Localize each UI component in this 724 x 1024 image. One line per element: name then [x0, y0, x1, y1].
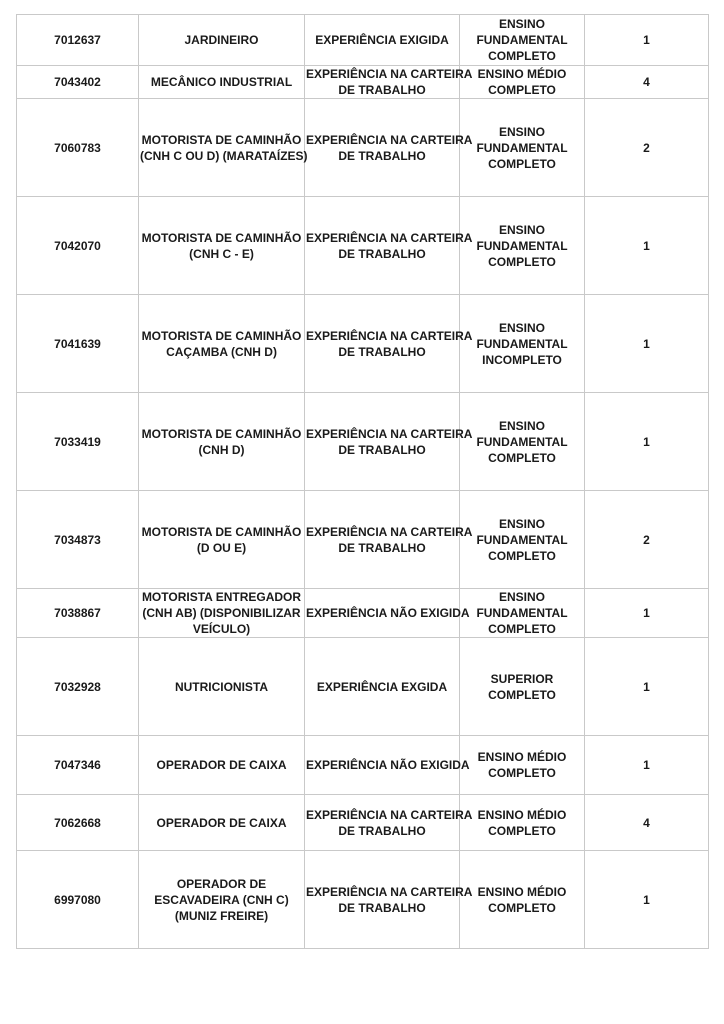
- vacancies-cell: [585, 491, 709, 589]
- vacancies-cell: [585, 736, 709, 795]
- education-cell-line: ENSINO: [498, 320, 545, 335]
- education-cell-line: COMPLETO: [488, 450, 556, 465]
- experience-cell: [305, 99, 473, 197]
- experience-cell: [305, 736, 470, 795]
- table-row: [17, 795, 709, 851]
- experience-cell-line: DE TRABALHO: [338, 246, 426, 261]
- experience-cell-line: EXPERIÊNCIA NA CARTEIRA: [306, 524, 473, 539]
- vacancies-cell-text: 1: [643, 606, 650, 620]
- vacancies-cell: [585, 795, 709, 851]
- education-cell-line: COMPLETO: [488, 83, 556, 97]
- table-row: [17, 851, 709, 949]
- job-code-cell-text: 7034873: [54, 532, 101, 547]
- education-cell-line: SUPERIOR: [490, 671, 554, 686]
- experience-cell-line: EXPERIÊNCIA NA CARTEIRA: [306, 328, 473, 343]
- job-title-cell-text: JARDINEIRO: [184, 33, 259, 47]
- education-cell-line: INCOMPLETO: [482, 352, 562, 367]
- vacancies-cell-text: 1: [643, 679, 650, 694]
- job-title-cell-line: (MUNIZ FREIRE): [174, 908, 269, 923]
- job-title-cell-text: OPERADOR DE CAIXA: [156, 758, 287, 772]
- job-title-cell-line: (CNH AB) (DISPONIBILIZAR: [142, 606, 301, 620]
- experience-cell: [305, 795, 473, 851]
- experience-cell-line: DE TRABALHO: [338, 823, 426, 838]
- education-cell: [460, 66, 585, 99]
- experience-cell-line: EXPERIÊNCIA NA CARTEIRA: [306, 132, 473, 147]
- job-title-cell: [139, 66, 305, 99]
- experience-cell-line: DE TRABALHO: [338, 344, 426, 359]
- vacancies-cell-text: 1: [643, 33, 650, 47]
- table-row: [17, 589, 709, 638]
- education-cell-line: COMPLETO: [488, 254, 556, 269]
- job-code-cell: [17, 736, 139, 795]
- job-title-cell: [139, 197, 305, 295]
- job-title-cell-line: (CNH C OU D) (MARATAÍZES): [140, 148, 308, 163]
- job-title-cell: [139, 736, 305, 795]
- experience-cell-line: DE TRABALHO: [338, 900, 426, 915]
- job-code-cell-text: 7038867: [54, 606, 101, 620]
- table-row: [17, 66, 709, 99]
- experience-cell-line: DE TRABALHO: [338, 442, 426, 457]
- education-cell-line: FUNDAMENTAL: [476, 434, 568, 449]
- job-title-cell-line: CAÇAMBA (CNH D): [166, 344, 277, 359]
- job-title-cell-line: VEÍCULO): [192, 622, 251, 636]
- job-title-cell: [139, 393, 305, 491]
- education-cell-line: FUNDAMENTAL: [476, 33, 568, 47]
- experience-cell-line: EXPERIÊNCIA NA CARTEIRA: [306, 67, 473, 81]
- vacancies-cell: [585, 99, 709, 197]
- job-code-cell: [17, 393, 139, 491]
- education-cell-line: COMPLETO: [488, 766, 556, 780]
- job-title-cell: [139, 491, 305, 589]
- education-cell-line: FUNDAMENTAL: [476, 606, 568, 620]
- job-title-cell: [139, 851, 305, 949]
- education-cell: [460, 15, 585, 66]
- education-cell-line: ENSINO MÉDIO: [477, 67, 567, 81]
- job-title-cell: [139, 638, 305, 736]
- education-cell-line: ENSINO: [498, 516, 545, 531]
- table-row: [17, 15, 709, 66]
- job-code-cell: [17, 491, 139, 589]
- job-vacancies-table: [16, 14, 709, 949]
- job-code-cell-text: 7032928: [54, 679, 101, 694]
- table-row: [17, 295, 709, 393]
- experience-cell-text: EXPERIÊNCIA EXIGIDA: [315, 33, 449, 47]
- experience-cell-text: EXPERIÊNCIA NÃO EXIGIDA: [306, 606, 470, 620]
- experience-cell-line: DE TRABALHO: [338, 83, 426, 97]
- job-title-cell: [139, 589, 305, 638]
- education-cell-line: FUNDAMENTAL: [476, 532, 568, 547]
- vacancies-cell: [585, 66, 709, 99]
- job-code-cell: [17, 15, 139, 66]
- experience-cell: [305, 295, 473, 393]
- vacancies-cell-text: 4: [643, 815, 650, 830]
- table-body: [17, 15, 709, 949]
- table-row: [17, 491, 709, 589]
- experience-cell-line: EXPERIÊNCIA NA CARTEIRA: [306, 884, 473, 899]
- table-row: [17, 393, 709, 491]
- job-code-cell: [17, 795, 139, 851]
- job-code-cell: [17, 66, 139, 99]
- education-cell-line: ENSINO: [498, 17, 545, 31]
- education-cell-line: COMPLETO: [488, 548, 556, 563]
- table-row: [17, 638, 709, 736]
- job-code-cell-text: 7033419: [54, 434, 101, 449]
- job-code-cell: [17, 295, 139, 393]
- job-title-cell-line: MOTORISTA DE CAMINHÃO: [141, 132, 302, 147]
- education-cell-line: ENSINO MÉDIO: [477, 807, 567, 822]
- experience-cell: [305, 15, 460, 66]
- job-title-cell-line: (D OU E): [196, 540, 247, 555]
- job-title-cell: [139, 795, 305, 851]
- job-title-cell: [139, 99, 308, 197]
- table-row: [17, 197, 709, 295]
- job-title-cell-line: (CNH C - E): [189, 246, 254, 261]
- experience-cell-line: EXPERIÊNCIA NA CARTEIRA: [306, 230, 473, 245]
- vacancies-cell-text: 1: [643, 434, 650, 449]
- job-code-cell-text: 7043402: [54, 75, 101, 89]
- experience-cell: [305, 393, 473, 491]
- job-code-cell: [17, 197, 139, 295]
- education-cell-line: COMPLETO: [488, 900, 556, 915]
- education-cell-line: COMPLETO: [488, 156, 556, 171]
- job-code-cell-text: 6997080: [54, 892, 101, 907]
- education-cell-line: FUNDAMENTAL: [476, 140, 568, 155]
- experience-cell: [305, 66, 473, 99]
- job-code-cell-text: 7062668: [54, 815, 101, 830]
- education-cell: [460, 795, 585, 851]
- experience-cell: [305, 851, 473, 949]
- vacancies-cell: [585, 393, 709, 491]
- education-cell: [460, 295, 585, 393]
- job-title-cell: [139, 295, 305, 393]
- experience-cell: [305, 197, 473, 295]
- education-cell: [460, 851, 585, 949]
- job-title-cell-line: (CNH D): [198, 442, 245, 457]
- experience-cell-line: EXPERIÊNCIA NA CARTEIRA: [306, 426, 473, 441]
- job-title-cell-line: MOTORISTA DE CAMINHÃO: [141, 524, 302, 539]
- experience-cell: [305, 589, 470, 638]
- vacancies-cell: [585, 295, 709, 393]
- education-cell-line: ENSINO MÉDIO: [477, 750, 567, 764]
- education-cell: [460, 393, 585, 491]
- education-cell-line: ENSINO: [498, 124, 545, 139]
- job-title-cell-line: MOTORISTA DE CAMINHÃO: [141, 426, 302, 441]
- vacancies-cell: [585, 851, 709, 949]
- education-cell: [460, 99, 585, 197]
- education-cell-line: FUNDAMENTAL: [476, 336, 568, 351]
- job-code-cell-text: 7041639: [54, 336, 101, 351]
- job-title-cell-line: OPERADOR DE: [176, 876, 267, 891]
- education-cell-line: COMPLETO: [488, 687, 556, 702]
- experience-cell-line: DE TRABALHO: [338, 540, 426, 555]
- education-cell: [460, 736, 585, 795]
- vacancies-cell-text: 1: [643, 892, 650, 907]
- vacancies-cell: [585, 589, 709, 638]
- job-title-cell-text: NUTRICIONISTA: [174, 679, 269, 694]
- job-title-cell-text: MECÂNICO INDUSTRIAL: [150, 75, 293, 89]
- vacancies-cell-text: 2: [643, 532, 650, 547]
- experience-cell: [305, 491, 473, 589]
- education-cell-line: ENSINO: [498, 222, 545, 237]
- education-cell: [460, 638, 585, 736]
- education-cell-line: COMPLETO: [488, 823, 556, 838]
- job-code-cell: [17, 638, 139, 736]
- job-code-cell-text: 7047346: [54, 758, 101, 772]
- job-title-cell-line: MOTORISTA ENTREGADOR: [141, 590, 302, 604]
- job-code-cell-text: 7060783: [54, 140, 101, 155]
- job-code-cell: [17, 99, 139, 197]
- education-cell: [460, 589, 585, 638]
- education-cell-line: ENSINO: [498, 418, 545, 433]
- experience-cell: [305, 638, 460, 736]
- education-cell-line: ENSINO MÉDIO: [477, 884, 567, 899]
- education-cell-line: COMPLETO: [488, 49, 556, 63]
- education-cell: [460, 197, 585, 295]
- vacancies-cell: [585, 638, 709, 736]
- vacancies-cell-text: 2: [643, 140, 650, 155]
- education-cell-line: COMPLETO: [488, 622, 556, 636]
- vacancies-cell-text: 1: [643, 758, 650, 772]
- table-row: [17, 99, 709, 197]
- job-title-cell-line: MOTORISTA DE CAMINHÃO: [141, 328, 302, 343]
- experience-cell-line: DE TRABALHO: [338, 148, 426, 163]
- experience-cell-line: EXPERIÊNCIA NA CARTEIRA: [306, 807, 473, 822]
- experience-cell-text: EXPERIÊNCIA NÃO EXIGIDA: [306, 758, 470, 772]
- job-code-cell: [17, 589, 139, 638]
- vacancies-cell-text: 1: [643, 336, 650, 351]
- table-row: [17, 736, 709, 795]
- vacancies-cell: [585, 197, 709, 295]
- job-title-cell-line: ESCAVADEIRA (CNH C): [154, 892, 289, 907]
- job-title-cell: [139, 15, 305, 66]
- job-code-cell-text: 7012637: [54, 33, 101, 47]
- job-code-cell: [17, 851, 139, 949]
- job-title-cell-text: OPERADOR DE CAIXA: [156, 815, 287, 830]
- education-cell: [460, 491, 585, 589]
- job-code-cell-text: 7042070: [54, 238, 101, 253]
- education-cell-line: FUNDAMENTAL: [476, 238, 568, 253]
- education-cell-line: ENSINO: [498, 590, 545, 604]
- vacancies-cell: [585, 15, 709, 66]
- job-title-cell-line: MOTORISTA DE CAMINHÃO: [141, 230, 302, 245]
- experience-cell-text: EXPERIÊNCIA EXGIDA: [316, 679, 448, 694]
- vacancies-cell-text: 4: [643, 75, 650, 89]
- vacancies-cell-text: 1: [643, 238, 650, 253]
